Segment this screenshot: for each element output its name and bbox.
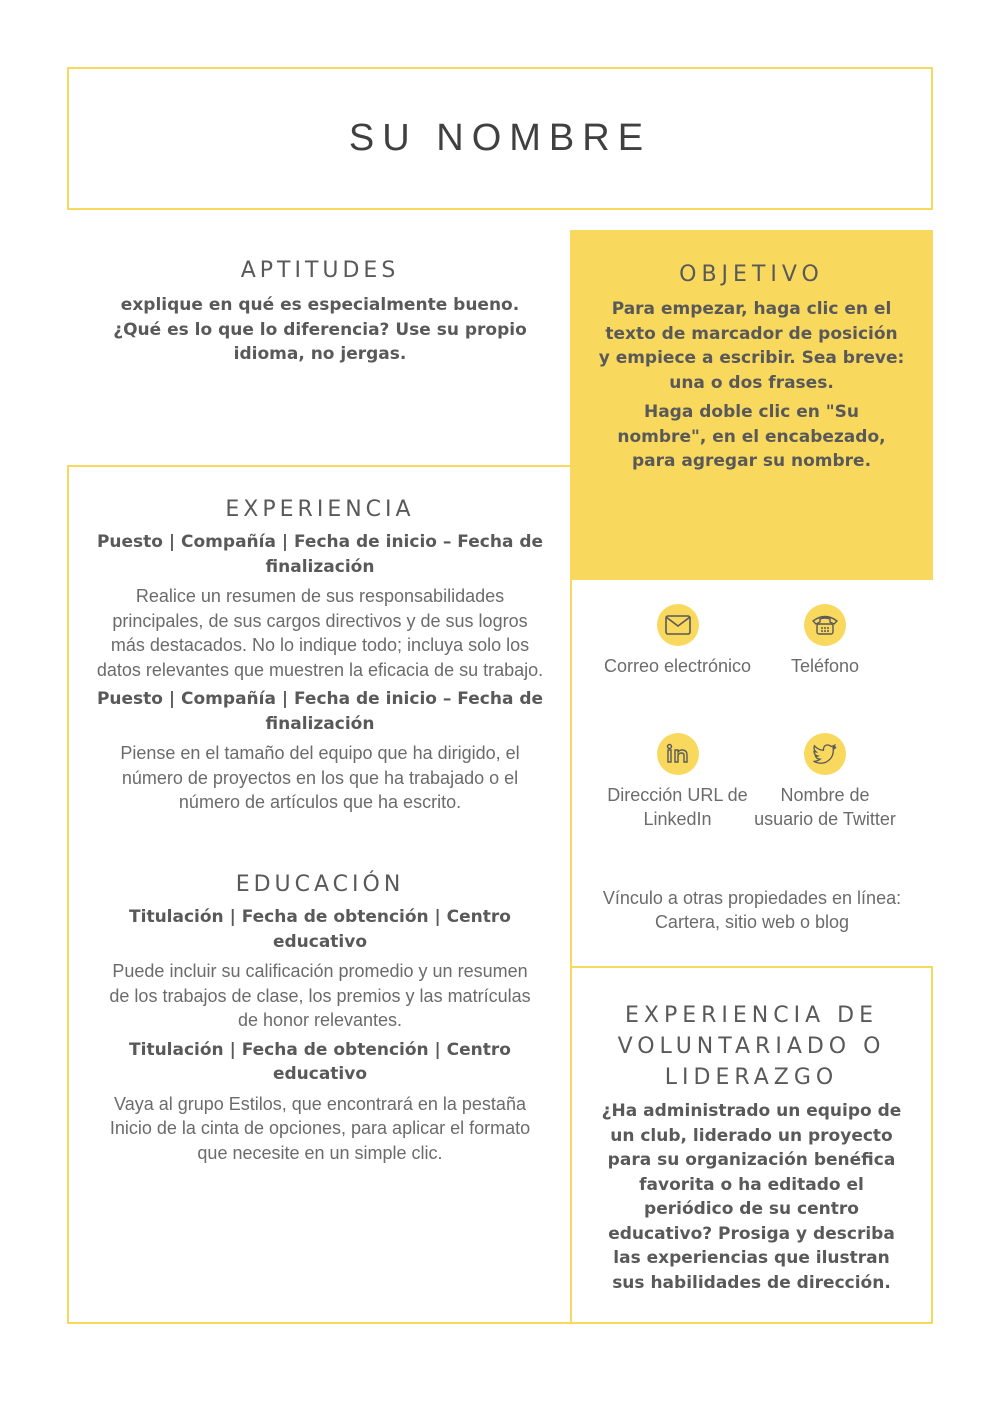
resume-name[interactable]: SU NOMBRE <box>348 117 652 159</box>
objective-box <box>570 230 933 580</box>
experience-heading[interactable]: EXPERIENCIA <box>225 497 415 522</box>
envelope-icon <box>657 604 699 646</box>
skills-heading[interactable]: APTITUDES <box>240 258 400 283</box>
experience-entry-1-description[interactable]: Realice un resumen de sus responsabilidades principales, de sus cargos directivos y de sus logros más destacados. No lo indique todo; incluya solo los datos relevantes que muestren la eficacia de su trabajo. <box>96 586 544 680</box>
education-entry-2-description[interactable]: Vaya al grupo Estilos, que encontrará en la pestaña Inicio de la cinta de opciones, para aplicar el formato que necesite en un simple clic. <box>109 1093 531 1163</box>
telephone-icon <box>804 604 846 646</box>
linkedin-label[interactable]: Dirección URL de LinkedIn <box>607 785 748 829</box>
contact-email[interactable] <box>595 604 760 678</box>
contact-twitter[interactable] <box>750 733 900 831</box>
education-entry-1-title[interactable]: Titulación | Fecha de obtención | Centro educativo <box>129 907 511 952</box>
education-heading[interactable]: EDUCACIÓN <box>235 872 405 897</box>
contact-phone[interactable] <box>750 604 900 678</box>
contact-linkedin[interactable] <box>595 733 760 831</box>
education-section <box>95 872 545 1165</box>
other-online-properties[interactable]: Vínculo a otras propiedades en línea: Cartera, sitio web o blog <box>602 888 902 932</box>
objective-paragraph-1[interactable]: Para empezar, haga clic en el texto de marcador de posición y empiece a escribir. Sea breve: una o dos frases. <box>598 299 905 393</box>
objective-paragraph-2[interactable]: Haga doble clic en "Su nombre", en el encabezado, para agregar su nombre. <box>617 402 886 471</box>
experience-entry-2-description[interactable]: Piense en el tamaño del equipo que ha dirigido, el número de proyectos en los que ha trabajado o el número de artículos que ha escrito. <box>120 743 520 812</box>
education-entry-1-description[interactable]: Puede incluir su calificación promedio y un resumen de los trabajos de clase, los premios y las matrículas de honor relevantes. <box>109 961 531 1030</box>
volunteer-heading[interactable]: EXPERIENCIA DE VOLUNTARIADO O LIDERAZGO <box>617 1003 886 1090</box>
email-label[interactable]: Correo electrónico <box>603 656 752 676</box>
education-entry-2-title[interactable]: Titulación | Fecha de obtención | Centro educativo <box>129 1039 511 1084</box>
linkedin-icon <box>657 733 699 775</box>
phone-label[interactable]: Teléfono <box>790 656 860 676</box>
volunteer-text[interactable]: ¿Ha administrado un equipo de un club, liderado un proyecto para su organización benéfica favorita o ha editado el periódico de su centro educativo? Prosiga y describa las experiencias que ilustran sus habilidades de dirección. <box>601 1101 902 1293</box>
contact-section <box>572 580 933 966</box>
objective-heading[interactable]: OBJETIVO <box>679 262 824 287</box>
name-header-box <box>67 67 933 210</box>
skills-section <box>95 258 545 367</box>
experience-entry-1-title[interactable]: Puesto | Compañía | Fecha de inicio – Fecha de finalización <box>96 532 544 577</box>
experience-section <box>95 497 545 815</box>
skills-text[interactable]: explique en qué es especialmente bueno. ¿Qué es lo que lo diferencia? Use su propio idioma, no jergas. <box>113 295 527 364</box>
twitter-bird-icon <box>804 733 846 775</box>
twitter-label[interactable]: Nombre de usuario de Twitter <box>754 785 896 829</box>
volunteer-box <box>570 966 933 1324</box>
experience-entry-2-title[interactable]: Puesto | Compañía | Fecha de inicio – Fecha de finalización <box>96 689 544 734</box>
